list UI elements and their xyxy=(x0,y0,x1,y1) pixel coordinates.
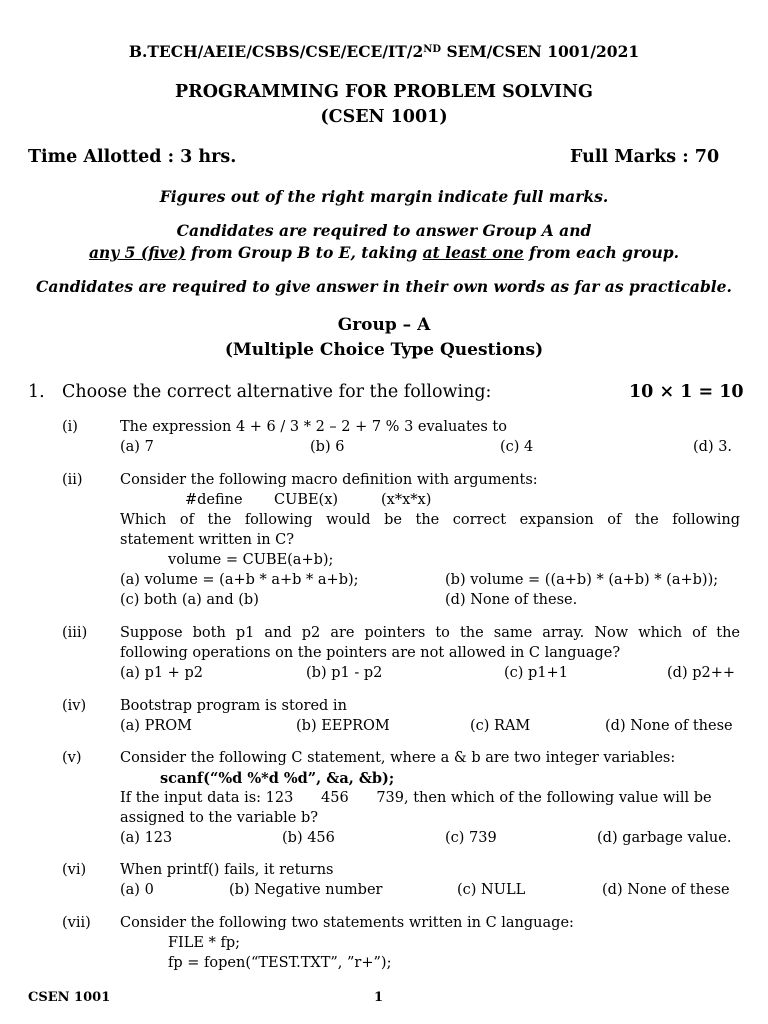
option-c: (c) RAM xyxy=(470,718,531,734)
macro-define: #define xyxy=(185,492,243,508)
code-line-1: FILE * fp; xyxy=(168,935,241,951)
course-code: B.TECH/AEIE/CSBS/CSE/ECE/IT/2ND SEM/CSEN 1001/2021 xyxy=(128,42,640,61)
option-d: (d) p2++ xyxy=(667,665,736,681)
item-text: Bootstrap program is stored in xyxy=(120,698,347,714)
question-number: 1. xyxy=(28,382,45,402)
option-d: (d) None of these. xyxy=(445,592,578,608)
item-label: (iv) xyxy=(62,698,87,714)
option-b: (b) 6 xyxy=(310,439,345,455)
item-text-2: If the input data is: 123 456 739, then which of the following value will be xyxy=(120,790,712,806)
macro-body: (x*x*x) xyxy=(381,492,432,508)
item-text: Consider the following C statement, where a & b are two integer variables: xyxy=(120,750,676,766)
item-text-3: statement written in C? xyxy=(120,532,295,548)
option-c: (c) both (a) and (b) xyxy=(120,592,259,608)
full-marks: Full Marks : 70 xyxy=(570,147,720,167)
item-text: Suppose both p1 and p2 are pointers to the same array. Now which of the xyxy=(120,625,740,641)
time-allotted: Time Allotted : 3 hrs. xyxy=(28,147,237,167)
option-b: (b) Negative number xyxy=(229,882,383,898)
question-marks: 10 × 1 = 10 xyxy=(629,382,744,402)
instruction-line-1: Figures out of the right margin indicate full marks. xyxy=(159,187,609,206)
option-c: (c) NULL xyxy=(457,882,526,898)
item-label: (v) xyxy=(62,750,82,766)
code-scanf: scanf(“%d %*d %d”, &a, &b); xyxy=(160,770,395,787)
option-b: (b) 456 xyxy=(282,830,335,846)
group-subtitle: (Multiple Choice Type Questions) xyxy=(224,340,544,360)
item-text: The expression 4 + 6 / 3 * 2 – 2 + 7 % 3 evaluates to xyxy=(120,419,507,435)
option-a: (a) 123 xyxy=(120,830,173,846)
item-label: (vii) xyxy=(62,915,91,931)
option-d: (d) 3. xyxy=(693,439,733,455)
item-text-2: Which of the following would be the correct expansion of the following xyxy=(120,512,740,528)
paper-subtitle: (CSEN 1001) xyxy=(320,107,448,127)
macro-name: CUBE(x) xyxy=(274,492,339,508)
code-statement: volume = CUBE(a+b); xyxy=(168,552,334,568)
group-title: Group – A xyxy=(337,315,431,335)
question-text: Choose the correct alternative for the following: xyxy=(62,382,492,402)
option-c: (c) 739 xyxy=(445,830,497,846)
option-a: (a) PROM xyxy=(120,718,192,734)
option-b: (b) EEPROM xyxy=(296,718,390,734)
option-a: (a) 0 xyxy=(120,882,154,898)
code-line-2: fp = fopen(“TEST.TXT”, ”r+”); xyxy=(168,955,392,971)
item-label: (ii) xyxy=(62,472,83,488)
option-b: (b) volume = ((a+b) * (a+b) * (a+b)); xyxy=(445,572,719,588)
option-a: (a) volume = (a+b * a+b * a+b); xyxy=(120,572,359,588)
item-text: Consider the following macro definition with arguments: xyxy=(120,472,538,488)
option-a: (a) 7 xyxy=(120,439,154,455)
option-d: (d) None of these xyxy=(602,882,730,898)
option-b: (b) p1 - p2 xyxy=(306,665,383,681)
option-c: (c) 4 xyxy=(500,439,534,455)
item-label: (i) xyxy=(62,419,78,435)
footer-code: CSEN 1001 xyxy=(28,990,111,1005)
option-c: (c) p1+1 xyxy=(504,665,568,681)
paper-title: PROGRAMMING FOR PROBLEM SOLVING xyxy=(175,82,593,102)
option-d: (d) garbage value. xyxy=(597,830,732,846)
instruction-line-2: Candidates are required to answer Group A and xyxy=(176,221,592,240)
option-a: (a) p1 + p2 xyxy=(120,665,203,681)
item-label: (iii) xyxy=(62,625,88,641)
item-label: (vi) xyxy=(62,862,87,878)
instruction-line-3: any 5 (five) from Group B to E, taking at least one from each group. xyxy=(88,243,680,262)
instruction-line-4: Candidates are required to give answer in their own words as far as practicable. xyxy=(36,277,732,296)
item-text: When printf() fails, it returns xyxy=(120,862,334,878)
item-text-3: assigned to the variable b? xyxy=(120,810,318,826)
page-number: 1 xyxy=(374,990,384,1005)
item-text-2: following operations on the pointers are not allowed in C language? xyxy=(120,645,621,661)
option-d: (d) None of these xyxy=(605,718,733,734)
item-text: Consider the following two statements written in C language: xyxy=(120,915,574,931)
